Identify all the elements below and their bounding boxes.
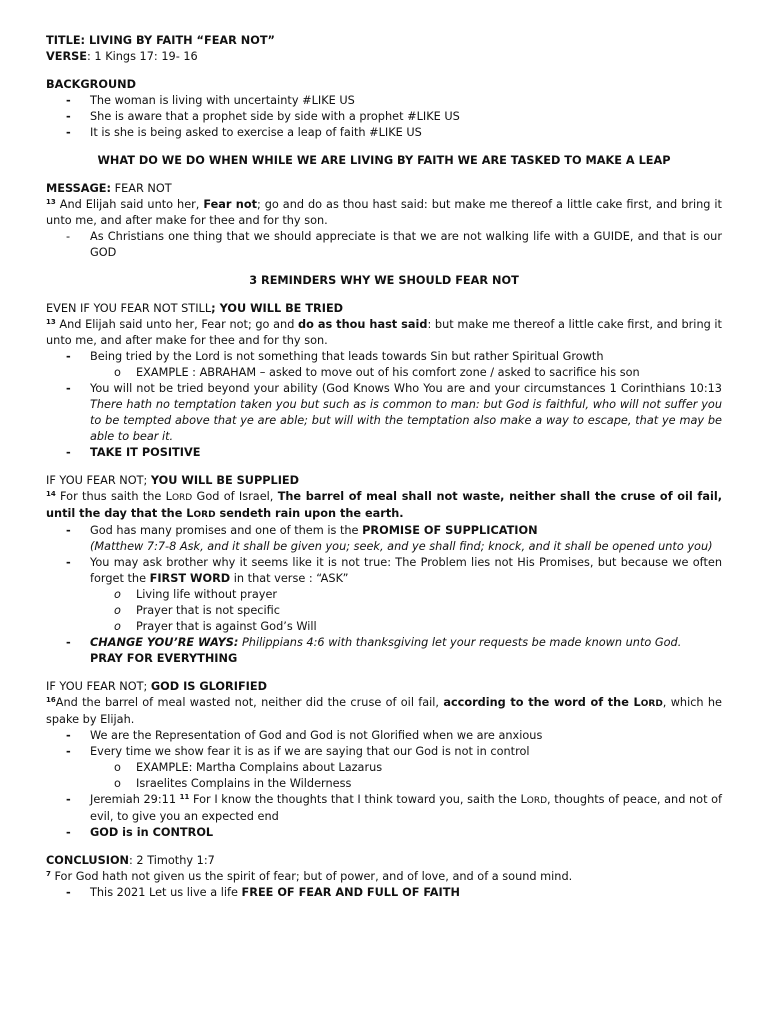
supplied-heading: IF YOU FEAR NOT; YOU WILL BE SUPPLIED	[46, 474, 300, 487]
list-item: - We are the Representation of God and God is not Glorified when we are anxious	[66, 729, 543, 742]
bullet-marker: -	[66, 826, 71, 839]
message-list	[46, 229, 722, 261]
conclusion-verse: $^7$ For God hath not given us the spirit of fear; but of power, and of love, and of a sound mind.	[46, 870, 573, 883]
sub-list-item: o EXAMPLE: Martha Complains about Lazarus	[114, 761, 383, 774]
list-item: - You will not be tried beyond your ability (God Knows Who You are and your circumstances 1 Corinthians 10:13 There hath no temptation taken you but such as is common to man: but God is faithful, who will not suffer you to be tempted above that ye are able; but will with the temptation also make a way to escape, that ye may be able to bear it.	[66, 382, 722, 443]
sub-bullet-marker: o	[114, 620, 121, 633]
bullet-marker: -	[66, 886, 71, 899]
glorified-list	[46, 728, 722, 841]
list-item: - It is she is being asked to exercise a leap of faith #LIKE US	[66, 126, 422, 139]
supplied-verse: $^{14}$ For thus saith the LORD God of Israel, The barrel of meal shall not waste, neither shall the cruse of oil fail, until the day that the LORD sendeth rain upon the earth.	[46, 490, 722, 520]
list-item: - As Christians one thing that we should appreciate is that we are not walking life with a GUIDE, and that is our GOD	[66, 230, 722, 259]
bullet-marker: -	[66, 382, 71, 395]
tried-list	[46, 349, 722, 461]
verse-number: 14	[46, 490, 56, 498]
list-item: - This 2021 Let us live a life FREE OF FEAR AND FULL OF FAITH	[66, 886, 460, 899]
question-heading: WHAT DO WE DO WHEN WHILE WE ARE LIVING BY FAITH WE ARE TASKED TO MAKE A LEAP	[97, 154, 671, 167]
supplied-list	[46, 523, 722, 667]
bullet-marker: -	[66, 110, 71, 123]
list-item: - GOD is in CONTROL	[66, 826, 214, 839]
message-line	[46, 181, 722, 197]
verse-number: 13	[46, 198, 56, 206]
bullet-marker: -	[66, 126, 71, 139]
list-item: - Jeremiah 29:11 $^{11}$ For I know the thoughts that I think toward you, saith the LORD, thoughts of peace, and not of evil, to give you an expected end	[66, 793, 723, 823]
glorified-verse: $^{16}$And the barrel of meal wasted not, neither did the cruse of oil fail, according to the word of the LORD, which he spake by Elijah.	[46, 696, 723, 726]
conclusion-line: CONCLUSION: 2 Timothy 1:7	[46, 854, 215, 867]
list-item: - She is aware that a prophet side by side with a prophet #LIKE US	[66, 110, 460, 123]
bullet-marker: -	[66, 524, 71, 537]
tried-heading: EVEN IF YOU FEAR NOT STILL; YOU WILL BE TRIED	[46, 302, 344, 315]
tried-verse: $^{13}$ And Elijah said unto her, Fear not; go and do as thou hast said: but make me thereof a little cake first, and bring it unto me, and after make for thee and for thy son.	[46, 318, 722, 347]
list-item: - TAKE IT POSITIVE	[66, 446, 201, 459]
list-item: - Every time we show fear it is as if we are saying that our God is not in control	[66, 745, 530, 758]
verse-number: 7	[46, 870, 51, 878]
verse-label: VERSE	[46, 50, 88, 63]
bullet-marker: -	[66, 793, 71, 806]
sub-list-item: o Israelites Complains in the Wilderness	[114, 777, 352, 790]
verse-number: 11	[179, 793, 190, 801]
background-heading: BACKGROUND	[46, 78, 136, 91]
glorified-heading: IF YOU FEAR NOT; GOD IS GLORIFIED	[46, 680, 267, 693]
list-item: - God has many promises and one of them is the PROMISE OF SUPPLICATION (Matthew 7:7-8 Ask, and it shall be given you; seek, and ye shall find; knock, and it shall be opened unto you)	[66, 524, 713, 553]
bullet-marker: -	[66, 745, 71, 758]
message-label: MESSAGE:	[46, 182, 111, 195]
verse-value: : 1 Kings 17: 19- 16	[87, 50, 198, 63]
bullet-marker: -	[66, 230, 71, 243]
list-item: - The woman is living with uncertainty #LIKE US	[66, 94, 355, 107]
bullet-marker: -	[66, 350, 71, 363]
sub-list-item: o Prayer that is not specific	[114, 604, 280, 617]
verse-line	[46, 49, 722, 65]
message-verse: $^{13}$ And Elijah said unto her, Fear not; go and do as thou hast said: but make me thereof a little cake first, and bring it unto me, and after make for thee and for thy son.	[46, 198, 722, 227]
sub-bullet-marker: o	[114, 777, 121, 790]
sub-bullet-marker: o	[114, 366, 121, 379]
bullet-marker: -	[66, 729, 71, 742]
bullet-marker: -	[66, 446, 71, 459]
sub-bullet-marker: o	[114, 588, 121, 601]
bullet-marker: -	[66, 556, 71, 569]
sub-bullet-marker: o	[114, 761, 121, 774]
list-item: - You may ask brother why it seems like it is not true: The Problem lies not His Promises, but because we often forget the FIRST WORD in that verse : “ASK”	[66, 556, 722, 585]
verse-number: 13	[46, 318, 56, 326]
reminders-heading: 3 REMINDERS WHY WE SHOULD FEAR NOT	[249, 274, 519, 287]
sub-list-item: o Living life without prayer	[114, 588, 278, 601]
verse-number: 16	[46, 696, 56, 704]
conclusion-label: CONCLUSION	[46, 854, 130, 867]
list-item: - Being tried by the Lord is not something that leads towards Sin but rather Spiritual Growth	[66, 350, 604, 363]
sub-list-item: o Prayer that is against God’s Will	[114, 620, 317, 633]
document-title: TITLE: LIVING BY FAITH “FEAR NOT”	[46, 34, 275, 47]
bullet-marker: -	[66, 94, 71, 107]
background-list	[46, 93, 722, 141]
bullet-marker: -	[66, 636, 71, 649]
message-value: FEAR NOT	[110, 182, 172, 195]
sub-bullet-marker: o	[114, 604, 121, 617]
sub-list-item: o EXAMPLE : ABRAHAM – asked to move out of his comfort zone / asked to sacrifice his son	[114, 366, 640, 379]
conclusion-list	[46, 885, 722, 901]
list-item: - CHANGE YOU’RE WAYS: Philippians 4:6 with thanksgiving let your requests be made known unto God. PRAY FOR EVERYTHING	[66, 636, 682, 665]
